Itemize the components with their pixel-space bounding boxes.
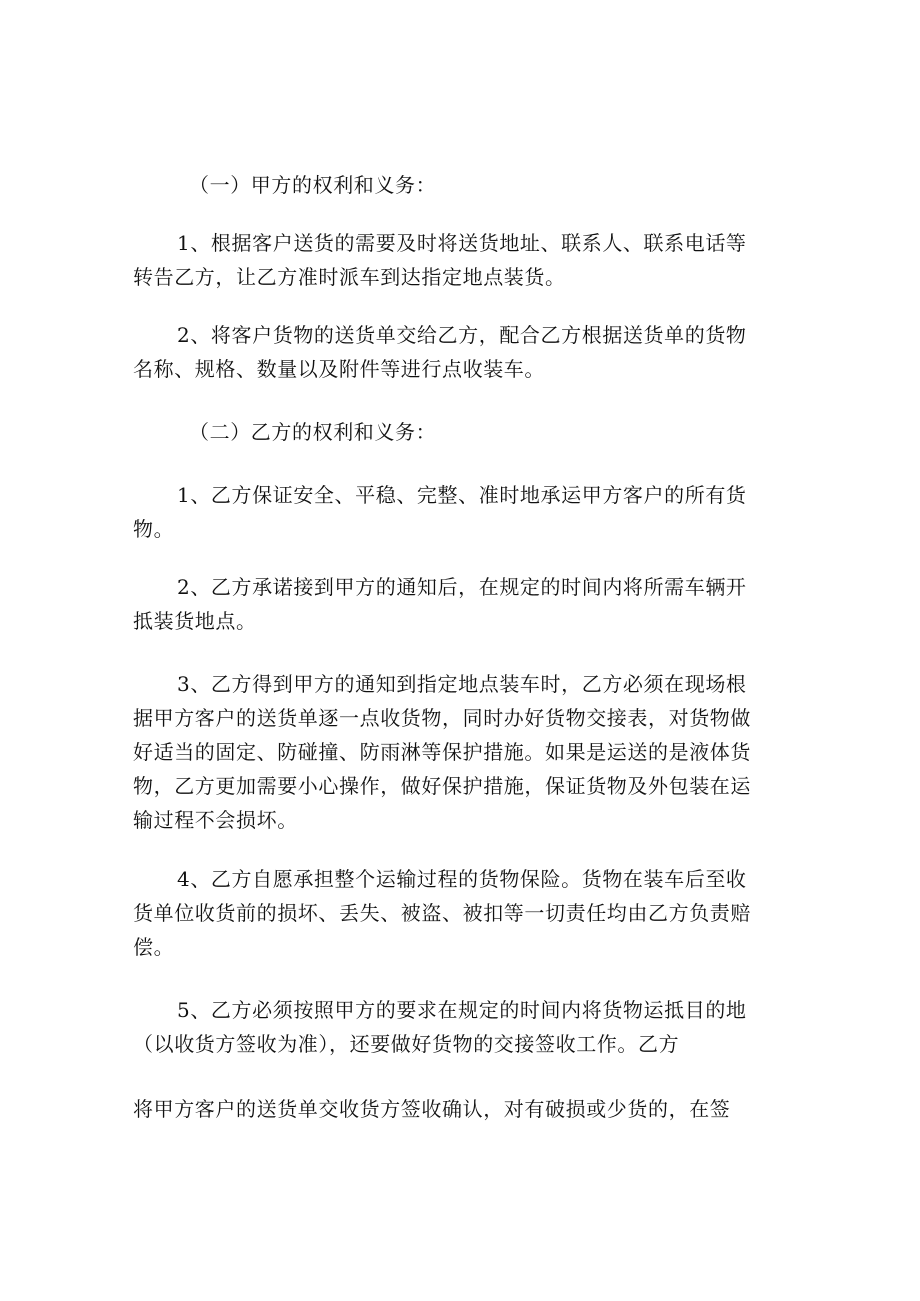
paragraph-line: 2、乙方承诺接到甲方的通知后，在规定的时间内将所需车辆开 bbox=[177, 575, 747, 599]
paragraph-line: 好适当的固定、防碰撞、防雨淋等保护措施。如果是运送的是液体货 bbox=[133, 740, 751, 764]
paragraph-line: 物。 bbox=[133, 517, 175, 541]
paragraph-line: 名称、规格、数量以及附件等进行点收装车。 bbox=[133, 357, 545, 381]
paragraph-line: 抵装货地点。 bbox=[133, 609, 257, 633]
paragraph-line: 货单位收货前的损坏、丢失、被盗、被扣等一切责任均由乙方负责赔 bbox=[133, 901, 751, 925]
section-a-heading bbox=[133, 168, 783, 202]
paragraph-line: 转告乙方，让乙方准时派车到达指定地点装货。 bbox=[133, 265, 566, 289]
paragraph-line: 物，乙方更加需要小心操作，做好保护措施，保证货物及外包装在运 bbox=[133, 774, 751, 798]
paragraph-line: 1、乙方保证安全、平稳、完整、准时地承运甲方客户的所有货 bbox=[177, 483, 747, 507]
paragraph-line: 输过程不会损坏。 bbox=[133, 808, 298, 832]
heading-text: （二）乙方的权利和义务： bbox=[189, 420, 437, 444]
paragraph-line: 将甲方客户的送货单交收货方签收确认，对有破损或少货的，在签 bbox=[133, 1097, 731, 1121]
paragraph-b5 bbox=[133, 993, 783, 1061]
paragraph-line: 4、乙方自愿承担整个运输过程的货物保险。货物在装车后至收 bbox=[177, 867, 747, 891]
paragraph-line: 据甲方客户的送货单逐一点收货物，同时办好货物交接表，对货物做 bbox=[133, 706, 751, 730]
paragraph-b2 bbox=[133, 570, 783, 638]
heading-text: （一）甲方的权利和义务： bbox=[189, 173, 437, 197]
paragraph-line: 3、乙方得到甲方的通知到指定地点装车时，乙方必须在现场根 bbox=[177, 672, 747, 696]
paragraph-line: 偿。 bbox=[133, 935, 175, 959]
section-b-heading bbox=[133, 415, 783, 449]
paragraph-line: 2、将客户货物的送货单交给乙方，配合乙方根据送货单的货物 bbox=[177, 323, 747, 347]
paragraph-b1 bbox=[133, 478, 783, 546]
paragraph-b4 bbox=[133, 862, 783, 964]
paragraph-line: （以收货方签收为准），还要做好货物的交接签收工作。乙方 bbox=[133, 1032, 680, 1056]
paragraph-b3 bbox=[133, 667, 783, 837]
paragraph-a1 bbox=[133, 226, 783, 294]
paragraph-b6 bbox=[133, 1092, 783, 1126]
paragraph-a2 bbox=[133, 318, 783, 386]
paragraph-line: 5、乙方必须按照甲方的要求在规定的时间内将货物运抵目的地 bbox=[177, 998, 747, 1022]
paragraph-line: 1、根据客户送货的需要及时将送货地址、联系人、联系电话等 bbox=[177, 231, 747, 255]
